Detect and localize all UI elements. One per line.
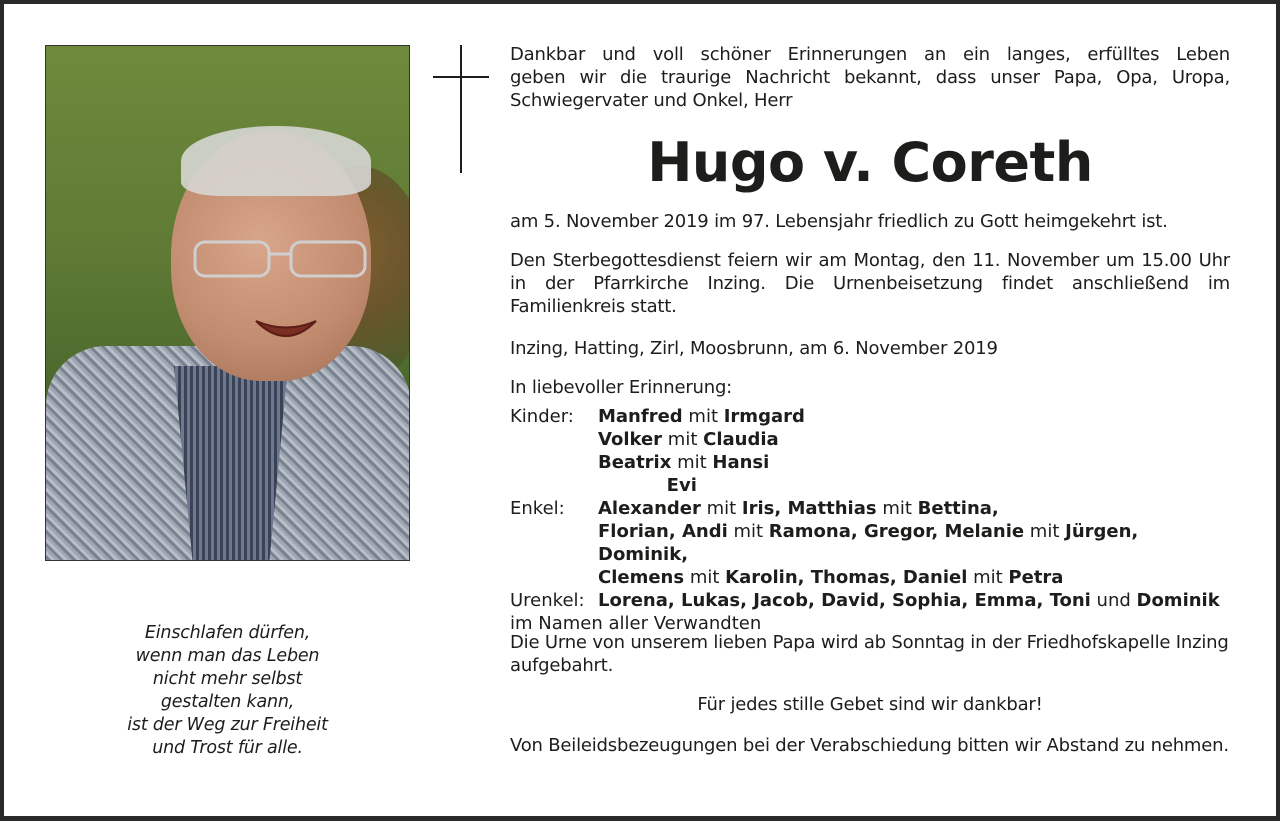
family-member-name: Evi <box>666 475 697 496</box>
connector-text: mit <box>682 406 724 427</box>
enkel-group <box>510 497 1230 589</box>
kinder-label: Kinder: <box>510 406 574 427</box>
cross-icon <box>433 45 489 173</box>
family-member-name: Petra <box>1008 567 1064 588</box>
connector-text: mit <box>876 498 918 519</box>
quote-line: und Trost für alle. <box>152 738 303 758</box>
death-date-line: am 5. November 2019 im 97. Lebensjahr friedlich zu Gott heimgekehrt ist. <box>510 211 1168 232</box>
family-line <box>598 566 1230 589</box>
connector-text: mit <box>1024 521 1066 542</box>
family-line <box>598 451 1230 474</box>
quote-line: gestalten kann, <box>160 692 295 712</box>
connector-text: mit <box>684 567 726 588</box>
family-member-name: Volker <box>598 429 663 450</box>
intro-line: geben wir die traurige Nachricht bekannt, dass unser Papa, Opa, Uropa, <box>510 67 1230 88</box>
relatives-line: im Namen aller Verwandten <box>510 613 762 634</box>
connector-text: mit <box>662 429 704 450</box>
quote-line: ist der Weg zur Freiheit <box>127 715 328 735</box>
intro-paragraph <box>510 43 1230 112</box>
family-member-name: Bettina, <box>917 498 999 519</box>
photo-hair <box>181 126 371 196</box>
family-member-name: Claudia <box>703 429 779 450</box>
family-line <box>598 589 1230 612</box>
family-line <box>598 405 1230 428</box>
family-member-name: Beatrix <box>598 452 672 473</box>
service-paragraph: Den Sterbegottesdienst feiern wir am Montag, den 11. November um 15.00 Uhr in der Pfarrkirche Inzing. Die Urnenbeisetzung findet anschließend im Familienkreis statt. <box>510 250 1230 317</box>
family-member-name: Jürgen, Dominik, <box>598 521 1139 565</box>
family-member-name: Lorena, Lukas, Jacob, David, Sophia, Emma, Toni <box>598 590 1091 611</box>
deceased-name: Hugo v. Coreth <box>647 131 1093 194</box>
connector-text <box>598 475 667 496</box>
intro-line: Schwiegervater und Onkel, Herr <box>510 90 793 111</box>
quote-line: Einschlafen dürfen, <box>144 623 311 643</box>
family-line <box>598 497 1230 520</box>
urenkel-names <box>598 589 1230 612</box>
connector-text: mit <box>967 567 1009 588</box>
condolence-paragraph: Von Beileidsbezeugungen bei der Verabschiedung bitten wir Abstand zu nehmen. <box>510 735 1229 756</box>
family-member-name: Clemens <box>598 567 685 588</box>
family-member-name: Hansi <box>712 452 770 473</box>
memory-heading: In liebevoller Erinnerung: <box>510 377 733 398</box>
quote-line: nicht mehr selbst <box>152 669 303 689</box>
family-line <box>598 428 1230 451</box>
family-line <box>598 520 1230 566</box>
connector-text: mit <box>700 498 742 519</box>
family-member-name: Manfred <box>598 406 683 427</box>
enkel-names <box>598 497 1230 589</box>
connector-text: mit <box>671 452 713 473</box>
connector-text: und <box>1090 590 1137 611</box>
urenkel-group <box>510 589 1230 612</box>
photo-smile <box>251 316 321 346</box>
portrait-photo <box>45 45 410 561</box>
place-date-line: Inzing, Hatting, Zirl, Moosbrunn, am 6. November 2019 <box>510 338 998 359</box>
connector-text: mit <box>727 521 769 542</box>
family-member-name: Florian, Andi <box>598 521 728 542</box>
memorial-quote <box>100 622 355 760</box>
kinder-names <box>598 405 1230 497</box>
family-line <box>598 474 1230 497</box>
enkel-label: Enkel: <box>510 498 565 519</box>
family-member-name: Irmgard <box>723 406 805 427</box>
family-member-name: Dominik <box>1136 590 1220 611</box>
family-member-name: Iris, Matthias <box>741 498 877 519</box>
family-list <box>510 405 1230 635</box>
photo-glasses <box>191 236 371 282</box>
kinder-group <box>510 405 1230 497</box>
intro-line: Dankbar und voll schöner Erinnerungen an ein langes, erfülltes Leben <box>510 44 1230 65</box>
urn-paragraph: Die Urne von unserem lieben Papa wird ab Sonntag in der Friedhofskapelle Inzing aufgebahrt. <box>510 632 1229 676</box>
family-member-name: Alexander <box>598 498 701 519</box>
family-member-name: Karolin, Thomas, Daniel <box>725 567 968 588</box>
prayer-line: Für jedes stille Gebet sind wir dankbar! <box>697 694 1043 715</box>
quote-line: wenn man das Leben <box>135 646 320 666</box>
urenkel-label: Urenkel: <box>510 590 585 611</box>
family-member-name: Ramona, Gregor, Melanie <box>768 521 1025 542</box>
